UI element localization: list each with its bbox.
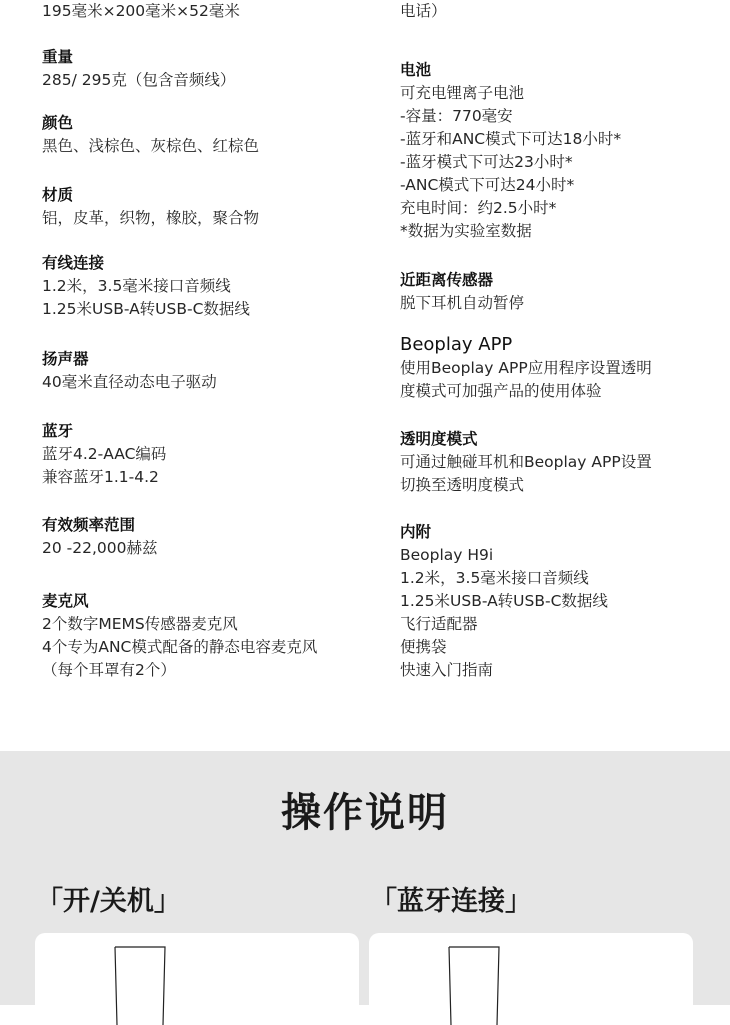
spec-value: -ANC模式下可达24小时* bbox=[400, 176, 575, 194]
spec-heading: Beoplay APP bbox=[400, 334, 513, 355]
spec-value: 可通过触碰耳机和Beoplay APP设置 bbox=[400, 453, 652, 471]
spec-value: 电话） bbox=[400, 2, 447, 20]
spec-value: -容量：770毫安 bbox=[400, 107, 513, 125]
bluetooth-connect-card bbox=[369, 933, 693, 1023]
spec-heading: 透明度模式 bbox=[400, 430, 478, 448]
spec-value: 脱下耳机自动暂停 bbox=[400, 294, 525, 312]
spec-value: 4个专为ANC模式配备的静态电容麦克风 bbox=[42, 638, 318, 656]
spec-value: 使用Beoplay APP应用程序设置透明 bbox=[400, 359, 652, 377]
spec-heading: 内附 bbox=[400, 523, 432, 541]
spec-value: 285/ 295克（包含音频线） bbox=[42, 71, 236, 89]
spec-value: 1.2米，3.5毫米接口音频线 bbox=[42, 277, 231, 295]
instructions-title: 操作说明 bbox=[281, 790, 449, 836]
spec-value: 2个数字MEMS传感器麦克风 bbox=[42, 615, 238, 633]
spec-heading: 扬声器 bbox=[42, 350, 89, 368]
spec-value: 切换至透明度模式 bbox=[400, 476, 525, 494]
spec-heading: 材质 bbox=[42, 186, 74, 204]
spec-value: 飞行适配器 bbox=[400, 615, 478, 633]
spec-heading: 有线连接 bbox=[42, 254, 105, 272]
spec-value: 蓝牙4.2-AAC编码 bbox=[42, 445, 167, 463]
instructions-section bbox=[0, 751, 730, 1005]
spec-value: 1.25米USB-A转USB-C数据线 bbox=[42, 300, 250, 318]
headphone-earcup-illustration bbox=[447, 945, 501, 1025]
spec-heading: 近距离传感器 bbox=[400, 271, 494, 289]
spec-value: *数据为实验室数据 bbox=[400, 222, 532, 240]
spec-value: Beoplay H9i bbox=[400, 546, 494, 564]
spec-heading: 有效频率范围 bbox=[42, 516, 136, 534]
spec-value: 便携袋 bbox=[400, 638, 447, 656]
spec-value: -蓝牙和ANC模式下可达18小时* bbox=[400, 130, 622, 148]
power-onoff-title: 「开/关机」 bbox=[36, 886, 181, 917]
spec-value: 铝，皮革，织物，橡胶，聚合物 bbox=[42, 209, 260, 227]
spec-value: 度模式可加强产品的使用体验 bbox=[400, 382, 602, 400]
spec-value: 兼容蓝牙1.1-4.2 bbox=[42, 468, 159, 486]
spec-value: 20 -22,000赫兹 bbox=[42, 539, 158, 557]
spec-heading: 重量 bbox=[42, 48, 74, 66]
spec-heading: 电池 bbox=[400, 61, 432, 79]
spec-heading: 颜色 bbox=[42, 114, 74, 132]
spec-heading: 蓝牙 bbox=[42, 422, 74, 440]
power-onoff-card bbox=[35, 933, 359, 1023]
spec-value: 黑色、浅棕色、灰棕色、红棕色 bbox=[42, 137, 260, 155]
spec-value: 195毫米×200毫米×52毫米 bbox=[42, 2, 240, 20]
spec-value: 1.2米，3.5毫米接口音频线 bbox=[400, 569, 589, 587]
bluetooth-connect-title: 「蓝牙连接」 bbox=[370, 886, 532, 917]
spec-value: 1.25米USB-A转USB-C数据线 bbox=[400, 592, 608, 610]
spec-value: 可充电锂离子电池 bbox=[400, 84, 525, 102]
spec-value: 快速入门指南 bbox=[400, 661, 494, 679]
spec-heading: 麦克风 bbox=[42, 592, 89, 610]
headphone-earcup-illustration bbox=[113, 945, 167, 1025]
spec-value: 40毫米直径动态电子驱动 bbox=[42, 373, 217, 391]
spec-value: -蓝牙模式下可达23小时* bbox=[400, 153, 573, 171]
spec-value: 充电时间：约2.5小时* bbox=[400, 199, 557, 217]
spec-value: （每个耳罩有2个） bbox=[42, 661, 176, 679]
